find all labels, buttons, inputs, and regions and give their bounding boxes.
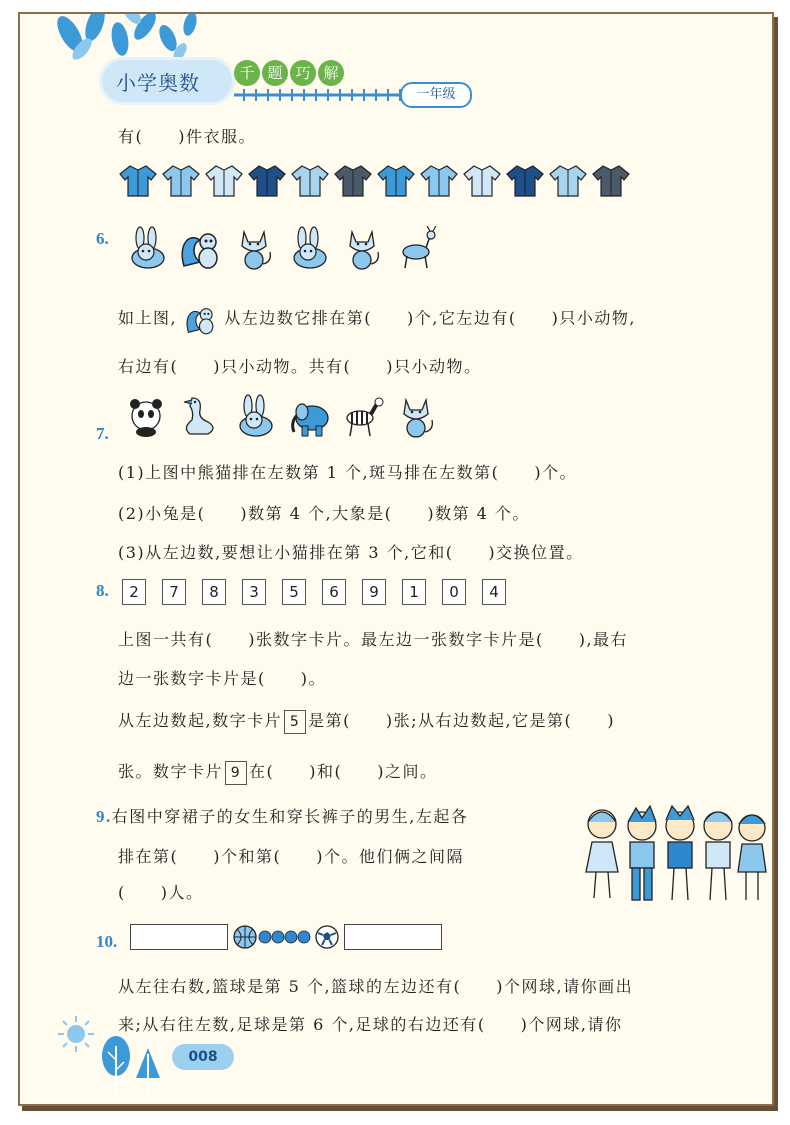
digit-card: 1 bbox=[402, 579, 426, 605]
elephant-icon bbox=[286, 394, 332, 438]
clothing-icon bbox=[204, 164, 244, 198]
answer-box-right[interactable] bbox=[344, 924, 442, 950]
goose-icon bbox=[178, 394, 224, 438]
series-char: 千 bbox=[234, 60, 260, 86]
clothing-icon bbox=[247, 164, 287, 198]
cat-icon bbox=[232, 226, 278, 270]
q9-number: 9. bbox=[96, 807, 112, 826]
trees-icon bbox=[98, 1034, 162, 1100]
q8-line2: 边一张数字卡片是( )。 bbox=[118, 669, 326, 688]
clothing-icon bbox=[505, 164, 545, 198]
rabbit-icon bbox=[124, 226, 170, 270]
q10-ball-row bbox=[130, 924, 442, 950]
digit-card: 6 bbox=[322, 579, 346, 605]
q8-line1: 上图一共有( )张数字卡片。最左边一张数字卡片是( ),最右 bbox=[118, 630, 629, 649]
digit-card: 8 bbox=[202, 579, 226, 605]
q10-line2: 来;从右往左数,足球是第 6 个,足球的右边还有( )个网球,请你 bbox=[118, 1015, 623, 1034]
q8-card-row bbox=[122, 579, 522, 605]
q8-line3: 从左边数起,数字卡片 5 是第( )张;从右边数起,它是第( ) bbox=[118, 708, 615, 734]
q8-number: 8. bbox=[96, 581, 109, 600]
book-title-cloud bbox=[102, 60, 232, 102]
q7-animal-row bbox=[124, 394, 448, 438]
clothing-icon bbox=[548, 164, 588, 198]
q9-line2: 排在第( )个和第( )个。他们俩之间隔 bbox=[118, 847, 464, 866]
series-char: 题 bbox=[262, 60, 288, 86]
football-icon bbox=[314, 924, 340, 950]
q7-line2: (2)小兔是( )数第 4 个,大象是( )数第 4 个。 bbox=[118, 504, 530, 523]
digit-card: 0 bbox=[442, 579, 466, 605]
digit-card: 2 bbox=[122, 579, 146, 605]
q7-number: 7. bbox=[96, 424, 109, 443]
cat-icon bbox=[340, 226, 386, 270]
rail-decoration-icon bbox=[234, 86, 404, 104]
clothing-icon bbox=[161, 164, 201, 198]
rabbit-icon bbox=[232, 394, 278, 438]
series-char: 解 bbox=[318, 60, 344, 86]
zebra-icon bbox=[340, 394, 386, 438]
digit-card: 9 bbox=[225, 761, 247, 785]
book-title: 小学奥数 bbox=[116, 71, 200, 95]
grade-label: 一年级 bbox=[400, 82, 472, 108]
q6-line1: 如上图, 从左边数它排在第( )个,它左边有( )只小动物, bbox=[118, 302, 636, 336]
q9-line1: 9.右图中穿裙子的女生和穿长裤子的男生,左起各 bbox=[96, 807, 469, 826]
q6-number: 6. bbox=[96, 229, 109, 248]
q5-line: 有( )件衣服。 bbox=[118, 127, 256, 146]
clothes-row bbox=[118, 164, 634, 198]
squirrel-icon bbox=[184, 302, 218, 336]
series-char: 巧 bbox=[290, 60, 316, 86]
panda-icon bbox=[124, 394, 170, 438]
digit-card: 5 bbox=[284, 710, 306, 734]
sun-icon bbox=[56, 1014, 96, 1054]
q8-line4: 张。数字卡片 9 在( )和( )之间。 bbox=[118, 759, 438, 785]
cat-icon bbox=[394, 394, 440, 438]
children-group-icon bbox=[580, 802, 770, 912]
clothing-icon bbox=[591, 164, 631, 198]
basketball-icon bbox=[232, 924, 258, 950]
worksheet-page bbox=[18, 12, 774, 1106]
squirrel-icon bbox=[178, 226, 224, 270]
tennis-balls-icon bbox=[258, 929, 312, 945]
deer-icon bbox=[394, 226, 440, 270]
digit-card: 4 bbox=[482, 579, 506, 605]
clothing-icon bbox=[419, 164, 459, 198]
digit-card: 3 bbox=[242, 579, 266, 605]
q7-line1: (1)上图中熊猫排在左数第 1 个,斑马排在左数第( )个。 bbox=[118, 463, 578, 482]
q6-line2: 右边有( )只小动物。共有( )只小动物。 bbox=[118, 357, 482, 376]
answer-box-left[interactable] bbox=[130, 924, 228, 950]
clothing-icon bbox=[290, 164, 330, 198]
q7-line3: (3)从左边数,要想让小猫排在第 3 个,它和( )交换位置。 bbox=[118, 543, 584, 562]
page-number: 008 bbox=[172, 1044, 234, 1070]
digit-card: 9 bbox=[362, 579, 386, 605]
clothing-icon bbox=[333, 164, 373, 198]
digit-card: 7 bbox=[162, 579, 186, 605]
series-title bbox=[234, 60, 346, 86]
q6-animal-row bbox=[124, 226, 448, 270]
digit-card: 5 bbox=[282, 579, 306, 605]
q10-line1: 从左往右数,篮球是第 5 个,篮球的左边还有( )个网球,请你画出 bbox=[118, 977, 634, 996]
clothing-icon bbox=[118, 164, 158, 198]
rabbit-icon bbox=[286, 226, 332, 270]
clothing-icon bbox=[376, 164, 416, 198]
q10-number: 10. bbox=[96, 932, 118, 951]
clothing-icon bbox=[462, 164, 502, 198]
q9-line3: ( )人。 bbox=[118, 883, 204, 902]
